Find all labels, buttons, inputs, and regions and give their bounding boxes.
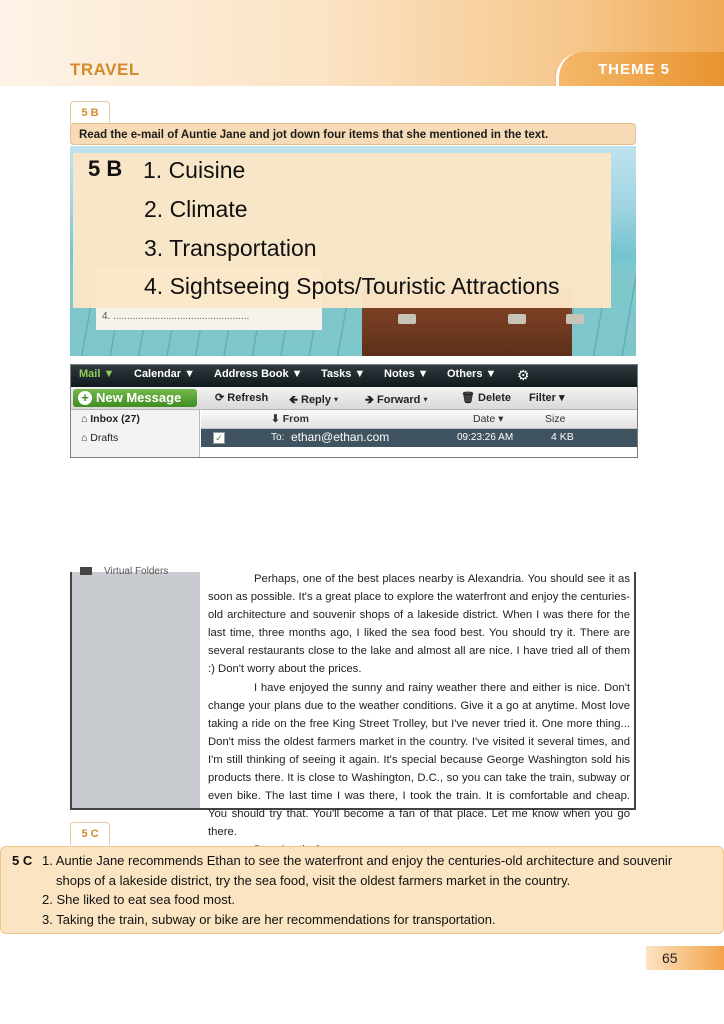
forward-label: Forward xyxy=(377,394,421,406)
trash-icon: 🗑 xyxy=(461,392,479,404)
reply-button[interactable]: 🡸 Reply ▾ xyxy=(289,394,339,406)
delete-label: Delete xyxy=(478,392,512,404)
message-size: 4 KB xyxy=(551,431,574,443)
delete-button[interactable] xyxy=(461,391,511,404)
refresh-icon: ⟳ xyxy=(215,392,228,404)
forward-icon: 🡺 xyxy=(365,394,377,406)
row-checkbox[interactable]: ✓ xyxy=(213,432,225,444)
filter-button[interactable]: Filter ▾ xyxy=(529,392,565,404)
exercise-5b-tab: 5 B xyxy=(70,101,110,124)
sidebar-item-drafts[interactable] xyxy=(81,432,118,444)
column-size[interactable]: Size xyxy=(545,413,566,425)
answer-5c-line: 2. She liked to eat sea food most. xyxy=(42,892,235,907)
sidebar-item-virtual-folders[interactable]: Virtual Folders xyxy=(104,566,169,577)
recipient-address: ethan@ethan.com xyxy=(291,430,390,444)
reply-label: Reply xyxy=(301,394,331,406)
sort-arrow-icon: ⬇ xyxy=(271,413,283,425)
reply-icon: 🡸 xyxy=(289,394,301,406)
menu-others[interactable]: Others ▼ xyxy=(447,368,497,380)
exercise-5c-tab: 5 C xyxy=(70,822,110,845)
email-body-text xyxy=(208,570,630,860)
answer-5b-item: 2. Climate xyxy=(144,196,248,222)
sidebar-item-inbox[interactable] xyxy=(81,413,140,425)
answer-5c-line: shops of a lakeside district, try the sea food, visit the oldest farmers market in the country. xyxy=(56,873,571,888)
column-from-label: From xyxy=(282,413,309,425)
refresh-label: Refresh xyxy=(227,392,269,404)
email-paragraph: I have enjoyed the sunny and rainy weather there and either is nice. Don't change your plans due to the weather conditions. Give it a go at anytime. Most love taking a ride on the free King Street Trolley, but I've never tried it. One more thing... Don't miss the oldest farmers market in the country. I've visited it several times, and I'm still thinking of seeing it again. It's special because George Washington sold his products there. It is close to Washington, D.C., so you can take the train, subway or even bike. The last time I was there, I took the train. It is comfortable and cheap. You should try that. You'll become a fan of that place. Let me know when you go there. xyxy=(208,681,630,839)
email-paragraph: Perhaps, one of the best places nearby is Alexandria. You should see it as soon as possible. It's a great place to explore the waterfront and enjoy the centuries-old architecture and souvenir shops of a lakeside district. When I was there for the last time, three months ago, I liked the sea food best. You should try it. There are several restaurants close to the lake and almost all are nice. I have tried all of them :) Don't worry about the prices. xyxy=(208,573,630,676)
answer-5c-line: 3. Taking the train, subway or bike are her recommendations for transportation. xyxy=(42,912,496,927)
exercise-5b-instruction: Read the e-mail of Auntie Jane and jot down four items that she mentioned in the text. xyxy=(70,123,636,145)
worksheet-line-4: 4. ................................................. xyxy=(102,311,250,322)
plus-icon: + xyxy=(78,391,92,405)
answer-5b-item: 4. Sightseeing Spots/Touristic Attractions xyxy=(144,273,560,299)
forward-button[interactable]: 🡺 Forward ▾ xyxy=(365,394,428,406)
drafts-label: Drafts xyxy=(90,432,119,444)
message-time: 09:23:26 AM xyxy=(457,432,514,443)
menu-mail[interactable]: Mail ▼ xyxy=(79,368,115,380)
menu-notes[interactable]: Notes ▼ xyxy=(384,368,429,380)
menu-calendar[interactable]: Calendar ▼ xyxy=(134,368,196,380)
folder-icon xyxy=(80,567,92,575)
theme-label: THEME 5 xyxy=(598,61,671,78)
column-date-label: Date xyxy=(473,413,496,425)
filter-label: Filter xyxy=(529,392,556,404)
column-date[interactable]: Date ▾ xyxy=(473,413,504,425)
column-from[interactable] xyxy=(271,413,309,425)
new-message-button[interactable] xyxy=(73,389,197,407)
email-body-sidebar xyxy=(72,572,200,808)
inbox-icon: ⌂ xyxy=(81,413,91,425)
message-list-header xyxy=(201,410,637,429)
answer-5b-tag: 5 B xyxy=(88,156,123,181)
mail-client-window xyxy=(70,364,638,458)
menu-address-book[interactable]: Address Book ▼ xyxy=(214,368,303,380)
refresh-button[interactable] xyxy=(215,391,268,404)
gear-icon[interactable]: ⚙ xyxy=(517,367,530,383)
suitcase-latch xyxy=(398,314,416,324)
suitcase-latch xyxy=(566,314,584,324)
drafts-icon: ⌂ xyxy=(81,432,91,444)
menu-tasks[interactable]: Tasks ▼ xyxy=(321,368,366,380)
page-number-bar xyxy=(646,946,724,970)
answer-5b-item: 1. Cuisine xyxy=(143,157,246,183)
new-message-label: New Message xyxy=(96,390,182,405)
to-label: To: xyxy=(271,432,285,443)
section-title: TRAVEL xyxy=(70,60,140,79)
suitcase-latch xyxy=(508,314,526,324)
answer-5c-tag: 5 C xyxy=(12,853,33,868)
answer-5c-line: 1. Auntie Jane recommends Ethan to see the waterfront and enjoy the centuries-old architecture and souvenir xyxy=(42,853,673,868)
answer-5b-item: 3. Transportation xyxy=(144,235,317,261)
page-number: 65 xyxy=(662,950,678,966)
inbox-label: Inbox (27) xyxy=(90,413,140,425)
